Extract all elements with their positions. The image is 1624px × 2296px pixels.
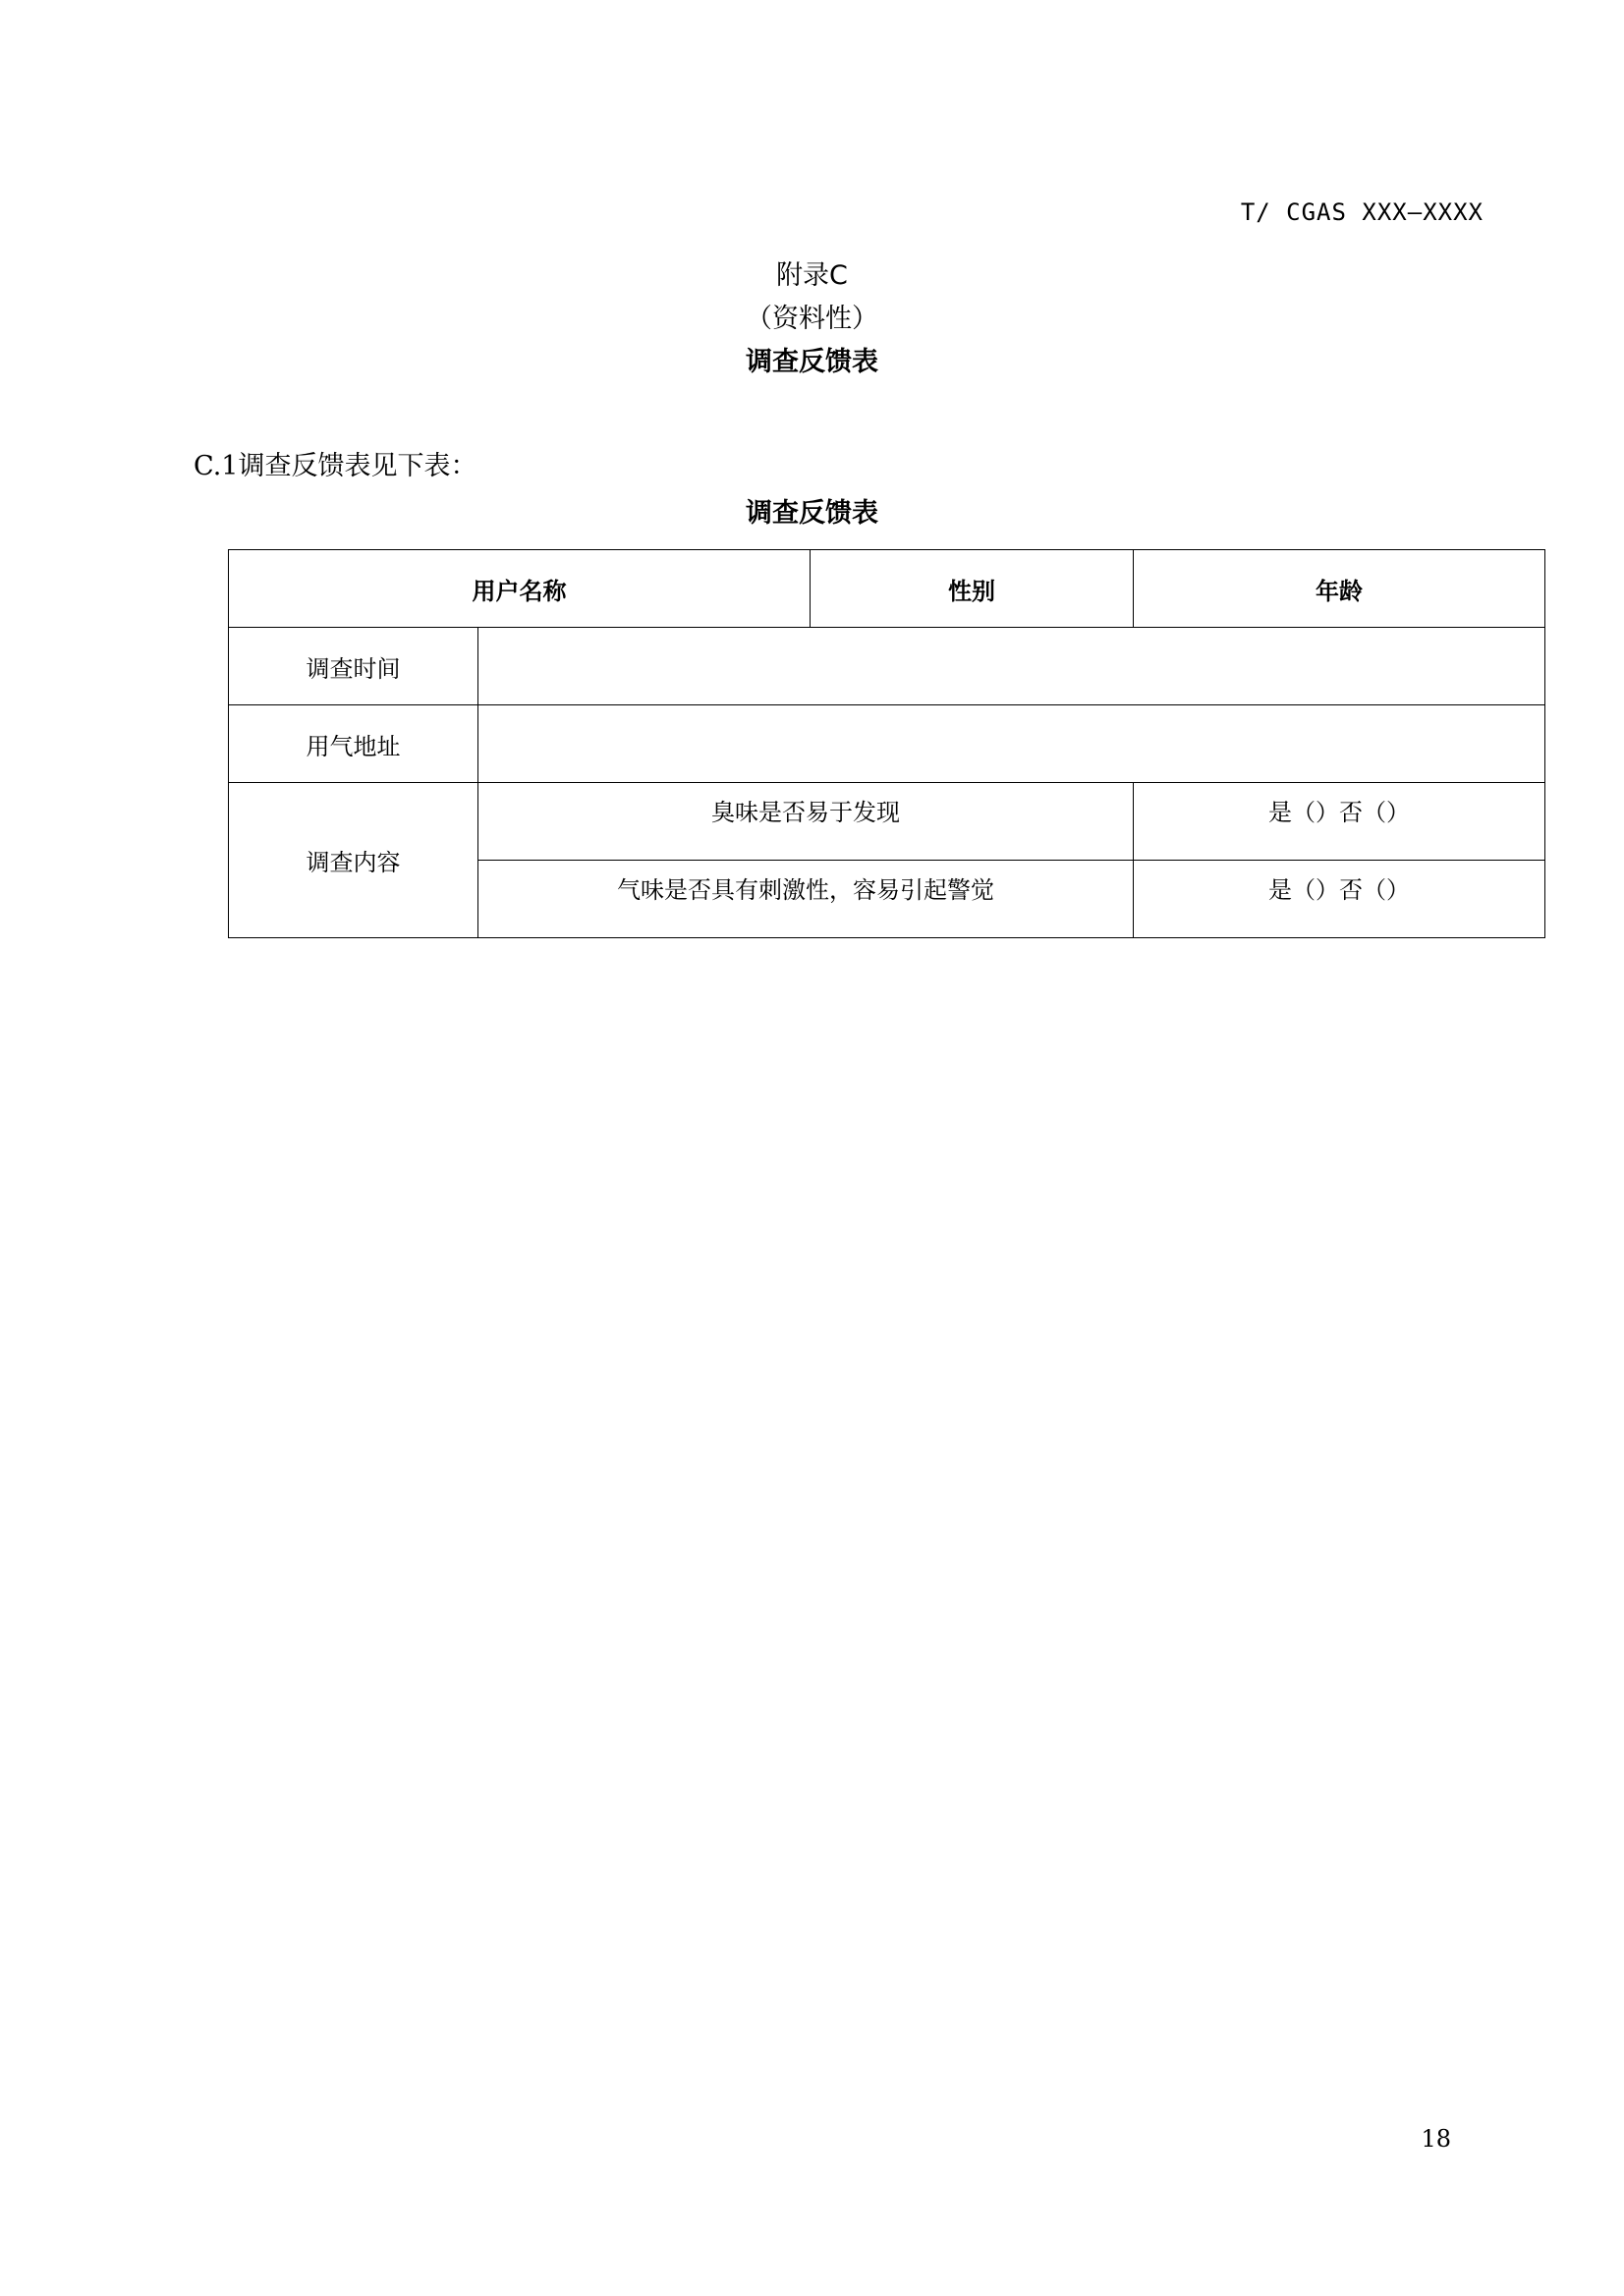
table-row-gas-address xyxy=(229,705,1545,783)
header-user-name: 用户名称 xyxy=(229,550,811,628)
question-1-text: 臭味是否易于发现 xyxy=(478,783,1134,861)
question-2-answer[interactable]: 是（）否（） xyxy=(1134,861,1545,938)
table-header-row xyxy=(229,550,1545,628)
question-2-text: 气味是否具有刺激性，容易引起警觉 xyxy=(478,861,1134,938)
survey-time-cell[interactable] xyxy=(478,628,1545,705)
annex-name: 调查反馈表 xyxy=(746,347,878,377)
header-age: 年龄 xyxy=(1134,550,1545,628)
table-row-survey-time xyxy=(229,628,1545,705)
clause-text: C.1调查反馈表见下表： xyxy=(194,451,477,481)
table-row-question-1 xyxy=(229,783,1545,861)
question-1-answer[interactable]: 是（）否（） xyxy=(1134,783,1545,861)
page-number: 18 xyxy=(1421,2125,1451,2153)
header-gender: 性别 xyxy=(811,550,1134,628)
document-code: T/ CGAS XXX—XXXX xyxy=(1240,198,1484,226)
survey-content-label: 调查内容 xyxy=(229,783,478,938)
table-caption: 调查反馈表 xyxy=(746,498,878,529)
survey-time-label: 调查时间 xyxy=(229,628,478,705)
survey-feedback-table xyxy=(228,549,1545,938)
gas-address-label: 用气地址 xyxy=(229,705,478,783)
gas-address-cell[interactable] xyxy=(478,705,1545,783)
annex-title: 附录C xyxy=(776,260,848,291)
annex-nature: （资料性） xyxy=(746,304,878,334)
